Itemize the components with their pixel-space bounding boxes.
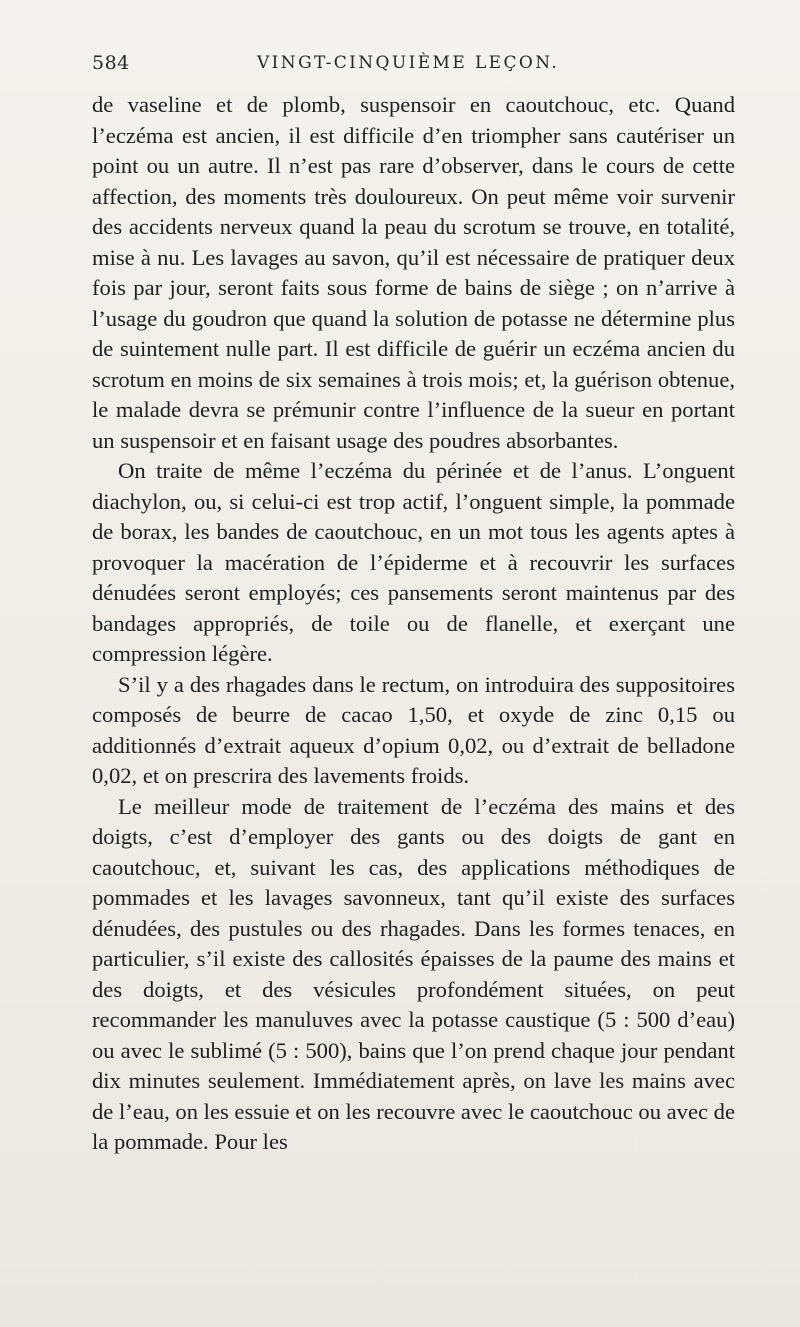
paragraph-1: de vaseline et de plomb, suspensoir en caoutchouc, etc. Quand l’eczéma est ancien, il est difficile d’en triompher sans cautériser un point ou un autre. Il n’est pas rare d’observer, dans le cours de cette affection, des moments très douloureux. On peut même voir survenir des accidents nerveux quand la peau du scrotum se trouve, en totalité, mise à nu. Les lavages au savon, qu’il est nécessaire de pratiquer deux fois par jour, seront faits sous forme de bains de siège ; on n’arrive à l’usage du goudron que quand la solution de potasse ne détermine plus de suintement nulle part. Il est difficile de guérir un eczéma ancien du scrotum en moins de six semaines à trois mois; et, la guérison obtenue, le malade devra se prémunir contre l’influence de la sueur en portant un suspensoir et en faisant usage des poudres absorbantes. xyxy=(92,92,735,453)
paragraph-3: S’il y a des rhagades dans le rectum, on introduira des suppositoires composés de beurre de cacao 1,50, et oxyde de zinc 0,15 ou additionnés d’extrait aqueux d’opium 0,02, ou d’extrait de belladone 0,02, et on prescrira des lavements froids. xyxy=(92,671,735,788)
paragraph-4: Le meilleur mode de traitement de l’eczéma des mains et des doigts, c’est d’employer des gants ou des doigts de gant en caoutchouc, et, suivant les cas, des applications méthodiques de pommades et les lavages savonneux, tant qu’il existe des surfaces dénudées, des pustules ou des rhagades. Dans les formes tenaces, en particulier, s’il existe des callosités épaisses de la paume des mains et des doigts, et des vésicules profondément situées, on peut recommander les manuluves avec la potasse caustique (5 : 500 d’eau) ou avec le sublimé (5 : 500), bains que l’on prend chaque jour pendant dix minutes seulement. Immédiatement après, on lave les mains avec de l’eau, on les essuie et on les recouvre avec le caoutchouc ou avec de la pommade. Pour les xyxy=(92,793,735,1154)
body-text xyxy=(92,90,735,1158)
paragraph-2: On traite de même l’eczéma du périnée et de l’anus. L’onguent diachylon, ou, si celui-ci est trop actif, l’onguent simple, la pommade de borax, les bandes de caoutchouc, en un mot tous les agents aptes à provoquer la macération de l’épiderme et à recouvrir les surfaces dénudées seront employés; ces pansements seront maintenus par des bandages appropriés, de toile ou de flanelle, et exerçant une compression légère. xyxy=(92,458,735,666)
running-title: VINGT-CINQUIÈME LEÇON. xyxy=(257,53,560,73)
page-number: 584 xyxy=(92,52,130,74)
running-head xyxy=(92,52,742,82)
